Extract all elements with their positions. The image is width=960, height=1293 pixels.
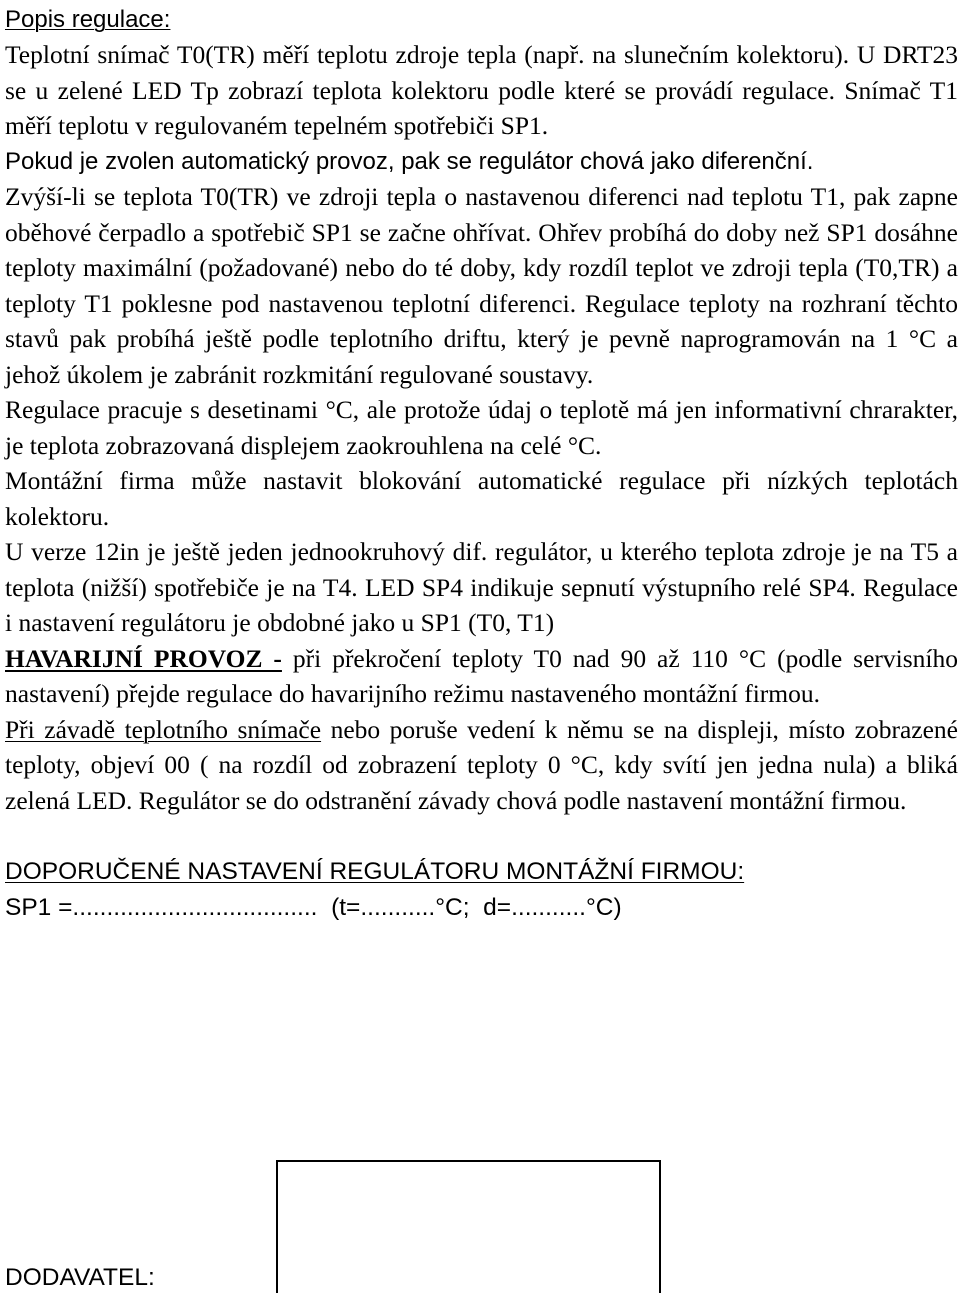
sensor-fault-text: nebo poruše vedení k němu se na displeji, místo zobrazené teploty, objeví 00 ( na rozdíl od zobrazení teploty 0 °C, kdy svítí jen jedna nula) a bliká zelená LED. Regulátor se do odstranění závady chová podle nastavení montážní firmou. [5, 714, 958, 815]
paragraph-version-12in: U verze 12in je ještě jeden jednookruhový dif. regulátor, u kterého teplota zdroje je na T5 a teplota (nižší) spotřebiče je na T4. LED SP4 indikuje sepnutí výstupního relé SP4. Regulace i nastavení regulátoru je obdobné jako u SP1 (T0, T1) [5, 537, 958, 637]
paragraph-blocking: Montážní firma může nastavit blokování automatické regulace při nízkých teplotách kolektoru. [5, 466, 958, 531]
stamp-box [276, 1160, 661, 1293]
paragraph-decimals: Regulace pracuje s desetinami °C, ale protože údaj o teplotě má jen informativní chrarakter, je teplota zobrazovaná displejem zaokrouhlena na celé °C. [5, 395, 958, 460]
paragraph-sensor-fault [5, 712, 958, 819]
recommended-settings-line: SP1 =.................................... (t=...........°C; d=...........°C) [5, 894, 622, 921]
paragraph-emergency [5, 641, 958, 712]
spacer [5, 818, 958, 854]
emergency-text: při překročení teploty T0 nad 90 až 110 °C (podle servisního nastavení) přejde regulace do havarijního režimu nastaveného montážní firmou. [5, 643, 958, 708]
emergency-label: HAVARIJNÍ PROVOZ - [5, 643, 282, 673]
supplier-label: DODAVATEL: [5, 1264, 155, 1291]
recommended-settings-heading: DOPORUČENÉ NASTAVENÍ REGULÁTORU MONTÁŽNÍ FIRMOU: [5, 858, 745, 885]
section-heading: Popis regulace: [5, 6, 171, 33]
paragraph-automatic-mode: Pokud je zvolen automatický provoz, pak se regulátor chová jako diferenční. [5, 147, 814, 175]
document-page [5, 0, 958, 926]
paragraph-sensor: Teplotní snímač T0(TR) měří teplotu zdroje tepla (např. na slunečním kolektoru). U DRT23 se u zelené LED Tp zobrazí teplota kolektoru podle které se provádí regulace. Snímač T1 měří teplotu v regulovaném tepelném spotřebiči SP1. [5, 40, 958, 140]
paragraph-differential: Zvýší-li se teplota T0(TR) ve zdroji tepla o nastavenou diferenci nad teplotu T1, pak zapne oběhové čerpadlo a spotřebič SP1 se začne ohřívat. Ohřev probíhá do doby než SP1 dosáhne teploty maximální (požadované) nebo do té doby, kdy rozdíl teplot ve zdroji tepla (T0,TR) a teploty T1 poklesne pod nastavenou teplotní diferenci. Regulace teploty na rozhraní těchto stavů pak probíhá ještě podle teplotního driftu, který je pevně naprogramován na 1 °C a jehož úkolem je zabránit rozkmitání regulované soustavy. [5, 182, 958, 389]
sensor-fault-label: Při závadě teplotního snímače [5, 714, 322, 744]
